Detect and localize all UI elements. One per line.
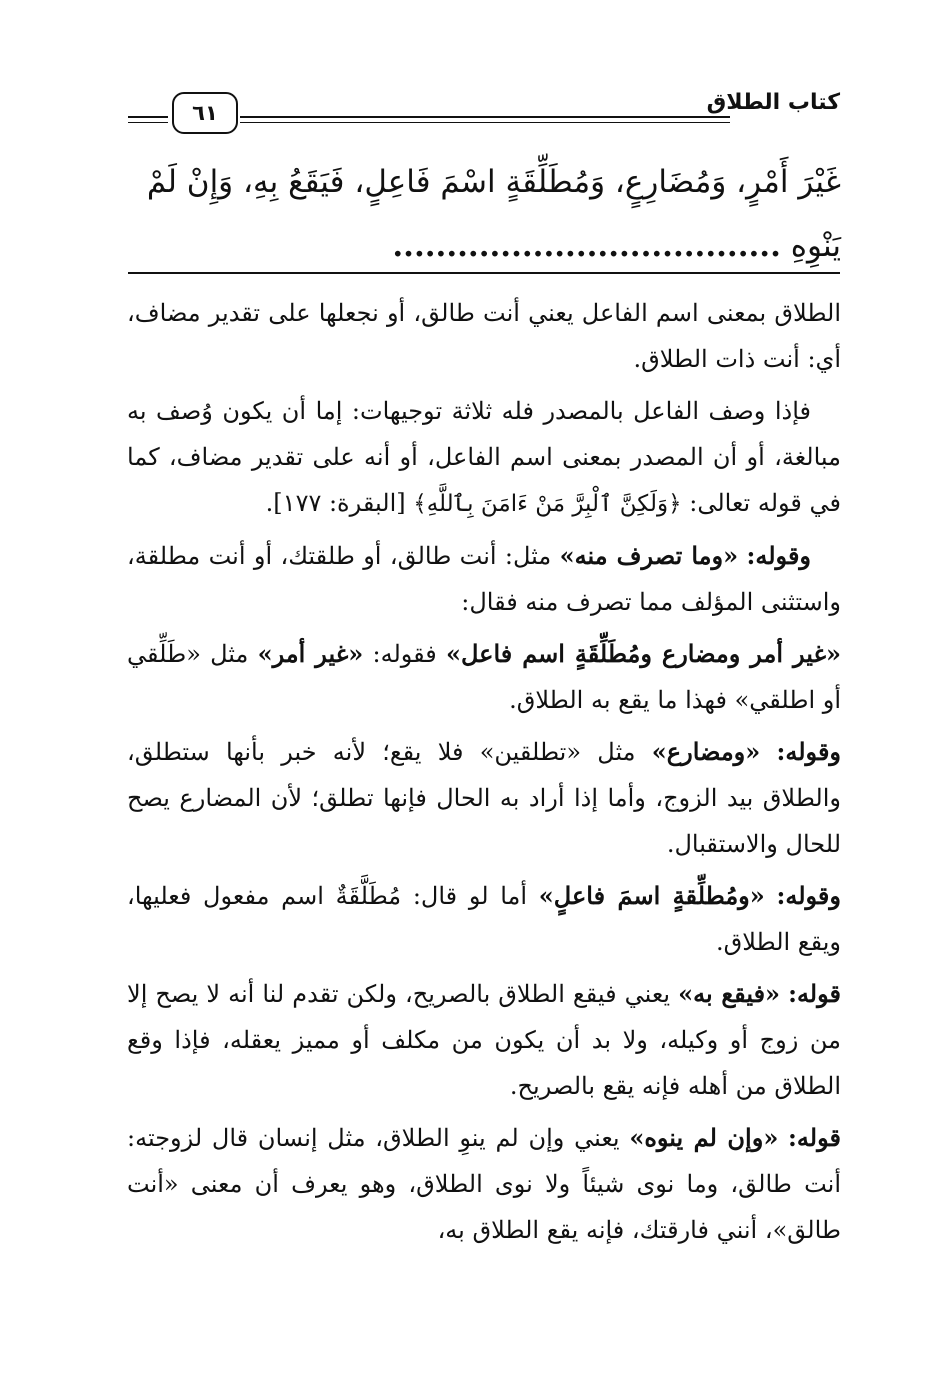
lead-word: قوله: bbox=[788, 1123, 841, 1152]
paragraph bbox=[127, 971, 841, 1109]
lead-word: وقوله: bbox=[776, 737, 841, 766]
paragraph-text: يعني وإن لم ينوِ الطلاق، مثل إنسان قال لزوجته: أنت طالق، وما نوى شيئاً ولا نوى الطلاق، وهو يعرف أن معنى «أنت طالق»، أنني فارقتك، فإنه يقع الطلاق به، bbox=[127, 1124, 841, 1244]
matn-quote: «ومُطلِّقةٍ اسمَ فاعلٍ» bbox=[538, 881, 765, 910]
paragraph-text: مثل «تطلقين» فلا يقع؛ لأنه خبر بأنها ستطلق، والطلاق بيد الزوج، وأما إذا أراد به الحال فإنها تطلق؛ لأن المضارع يصح للحال والاستقبال. bbox=[127, 738, 841, 858]
matn-line bbox=[127, 214, 841, 278]
paragraph-text: أما لو قال: مُطَلَّقَةٌ اسم مفعول فعليها، ويقع الطلاق. bbox=[127, 882, 841, 956]
paragraph-text: مثل: أنت طالق، أو طلقتك، أو أنت مطلقة، واستثنى المؤلف مما تصرف منه فقال: bbox=[127, 542, 841, 616]
paragraph bbox=[127, 388, 841, 527]
paragraph bbox=[127, 631, 841, 723]
lead-word: وقوله: bbox=[746, 541, 811, 570]
matn-quote: «وإن لم ينوه» bbox=[629, 1123, 779, 1152]
paragraph-text: مثل «طَلِّقي أو اطلقي» فهذا ما يقع به الطلاق. bbox=[127, 640, 841, 714]
paragraph-text: فإذا وصف الفاعل بالمصدر فله ثلاثة توجيهات: إما أن يكون وُصف به مبالغة، أو أن المصدر بمعنى اسم الفاعل، أو أنه على تقدير مضاف، كما في قوله تعالى: bbox=[127, 397, 841, 517]
matn-separator bbox=[128, 272, 840, 274]
paragraph-text: الطلاق بمعنى اسم الفاعل يعني أنت طالق، أو نجعلها على تقدير مضاف، أي: أنت ذات الطلاق. bbox=[127, 299, 841, 373]
matn-quote: «وما تصرف منه» bbox=[559, 541, 739, 570]
paragraph bbox=[127, 290, 841, 382]
matn-text bbox=[127, 150, 841, 278]
book-title: كتاب الطلاق bbox=[706, 90, 840, 115]
matn-quote: «غير أمر ومضارع ومُطَلِّقَةٍ اسم فاعل» bbox=[445, 639, 841, 668]
matn-quote: «غير أمر» bbox=[257, 639, 364, 668]
paragraph-text: فقوله: bbox=[372, 640, 437, 668]
header-rule bbox=[240, 122, 730, 123]
paragraph-text: يعني فيقع الطلاق بالصريح، ولكن تقدم لنا أنه لا يصح إلا من زوج أو وكيله، ولا بد أن يكون من مكلف أو مميز يعقله، فإذا وقع الطلاق من أهله فإنه يقع بالصريح. bbox=[127, 980, 841, 1100]
matn-line: غَيْرَ أَمْرٍ، وَمُضَارِعٍ، وَمُطَلِّقَةٍ اسْمَ فَاعِلٍ، فَيَقَعُ بِهِ، وَإِنْ لَمْ bbox=[146, 164, 841, 200]
quran-verse: ﴿وَلَكِنَّ ٱلْبِرَّ مَنْ ءَامَنَ بِٱللَّهِ﴾ bbox=[413, 491, 682, 517]
lead-word: وقوله: bbox=[776, 881, 841, 910]
paragraph bbox=[127, 533, 841, 625]
matn-quote: «ومضارع» bbox=[651, 737, 761, 766]
commentary bbox=[127, 290, 841, 1259]
lead-word: قوله: bbox=[788, 979, 841, 1008]
dotted-leader: .................................... bbox=[392, 228, 781, 264]
paragraph bbox=[127, 1115, 841, 1253]
matn-quote: «فيقع به» bbox=[678, 979, 781, 1008]
verse-reference: [البقرة: ١٧٧]. bbox=[265, 489, 406, 517]
page-number: ٦١ bbox=[172, 92, 238, 134]
header-rule bbox=[240, 116, 730, 118]
paragraph bbox=[127, 873, 841, 965]
page-header bbox=[128, 88, 840, 138]
header-rule bbox=[128, 116, 168, 118]
matn-line-end: يَنْوِهِ bbox=[790, 228, 841, 264]
header-rule bbox=[128, 122, 168, 123]
paragraph bbox=[127, 729, 841, 867]
